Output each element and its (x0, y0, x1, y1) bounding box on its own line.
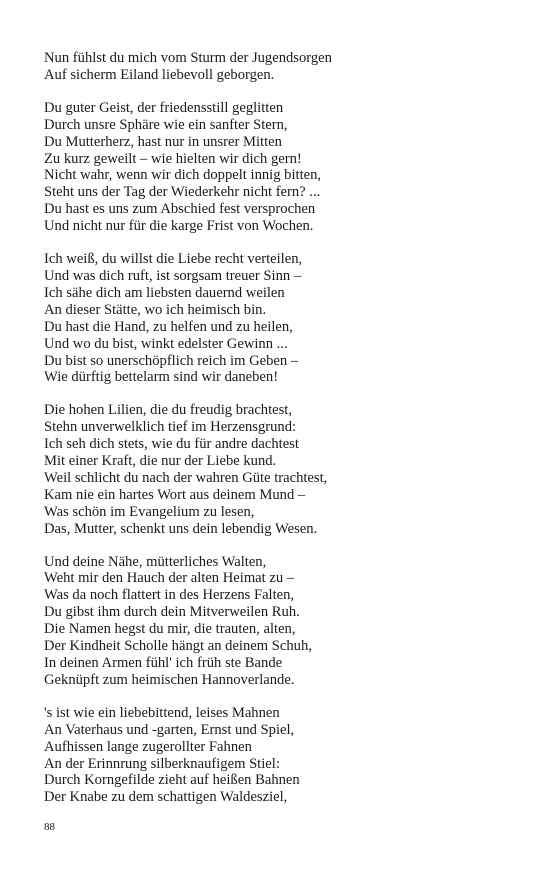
verse-line: 's ist wie ein liebebittend, leises Mahnen (44, 704, 280, 721)
verse-line: Du guter Geist, der friedensstill geglitten (44, 99, 284, 116)
verse-line: Ich weiß, du willst die Liebe recht verteilen, (44, 251, 303, 268)
poem-body (44, 50, 514, 822)
verse-line: Durch Korngefilde zieht auf heißen Bahnen (44, 772, 300, 789)
verse-line: Der Knabe zu dem schattigen Waldesziel, (44, 789, 288, 806)
verse-line: An dieser Stätte, wo ich heimisch bin. (44, 301, 267, 318)
verse-line: Und deine Nähe, mütterliches Walten, (44, 553, 267, 570)
verse-line: Du Mutterherz, hast nur in unsrer Mitten (44, 133, 282, 150)
verse-line: Das, Mutter, schenkt uns dein lebendig Wesen. (44, 520, 318, 537)
verse-line: Durch unsre Sphäre wie ein sanfter Stern, (44, 116, 288, 133)
verse-line: Du gibst ihm durch dein Mitverweilen Ruh. (44, 604, 300, 621)
page-number: 88 (44, 821, 55, 833)
verse-line: Du hast es uns zum Abschied fest versprochen (44, 201, 316, 218)
verse-line: Stehn unverwelklich tief im Herzensgrund: (44, 419, 297, 436)
verse-line: Was schön im Evangelium zu lesen, (44, 503, 255, 520)
verse-line: Du hast die Hand, zu helfen und zu heilen, (44, 318, 293, 335)
verse-line: Ich seh dich stets, wie du für andre dachtest (44, 436, 299, 453)
verse-line: Wie dürftig bettelarm sind wir daneben! (44, 369, 279, 386)
stanza-4 (44, 402, 514, 537)
verse-line: Was da noch flattert in des Herzens Falten, (44, 587, 295, 604)
stanza-6 (44, 705, 514, 806)
verse-line: Die hohen Lilien, die du freudig brachtest, (44, 402, 293, 419)
verse-line: Aufhissen lange zugerollter Fahnen (44, 738, 252, 755)
verse-line: Nicht wahr, wenn wir dich doppelt innig bitten, (44, 167, 322, 184)
verse-line: Steht uns der Tag der Wiederkehr nicht fern? ... (44, 184, 321, 201)
verse-line: An der Erinnrung silberknaufigem Stiel: (44, 755, 280, 772)
verse-line: Nun fühlst du mich vom Sturm der Jugendsorgen (44, 50, 332, 66)
verse-line: Weht mir den Hauch der alten Heimat zu – (44, 570, 295, 587)
verse-line: Und wo du bist, winkt edelster Gewinn ... (44, 335, 288, 352)
verse-line: Und was dich ruft, ist sorgsam treuer Sinn – (44, 267, 302, 284)
verse-line: Kam nie ein hartes Wort aus deinem Mund – (44, 486, 306, 503)
verse-line: Mit einer Kraft, die nur der Liebe kund. (44, 453, 277, 470)
verse-line: Ich sähe dich am liebsten dauernd weilen (44, 284, 285, 301)
verse-line: An Vaterhaus und -garten, Ernst und Spiel, (44, 721, 295, 738)
verse-line: Die Namen hegst du mir, die trauten, alten, (44, 621, 296, 638)
stanza-2 (44, 100, 514, 235)
verse-line: Geknüpft zum heimischen Hannoverlande. (44, 671, 295, 688)
verse-line: Und nicht nur für die karge Frist von Wochen. (44, 218, 314, 235)
verse-line: Weil schlicht du nach der wahren Güte trachtest, (44, 469, 328, 486)
verse-line: In deinen Armen fühl' ich früh ste Bande (44, 655, 283, 671)
stanza-1 (44, 50, 514, 84)
verse-line: Zu kurz geweilt – wie hielten wir dich gern! (44, 150, 302, 167)
stanza-3 (44, 251, 514, 386)
stanza-5 (44, 554, 514, 689)
verse-line: Der Kindheit Scholle hängt an deinem Schuh, (44, 638, 312, 655)
verse-line: Auf sicherm Eiland liebevoll geborgen. (44, 66, 275, 83)
verse-line: Du bist so unerschöpflich reich im Geben – (44, 352, 299, 369)
